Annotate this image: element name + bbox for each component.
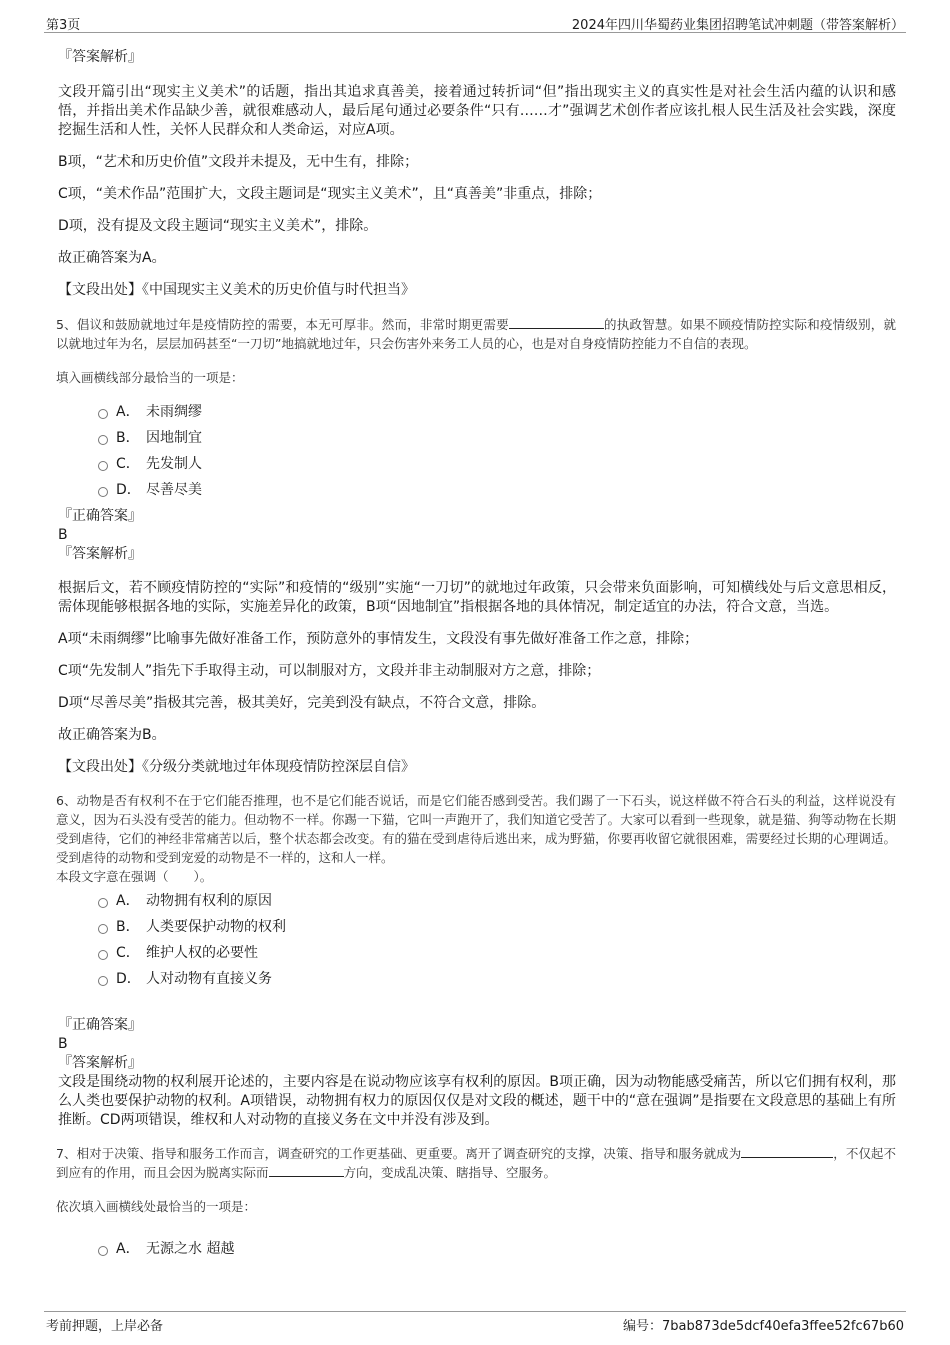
fill-blank xyxy=(741,1145,833,1158)
analysis-paragraph: D项“尽善尽美”指极其完善，极其美好，完美到没有缺点，不符合文意，排除。 xyxy=(58,695,546,711)
analysis-paragraph: 文段开篇引出“现实主义美术”的话题，指出其追求真善美，接着通过转折词“但”指出现实主义的真实性是对社会生活内蕴的认识和感悟，并指出美术作品缺少善，就很难感动人，最后尾句通过必要条件“只有……才”强调艺术创作者应该扎根人民生活及社会实践，深度挖掘生活和人性，关怀人民群众和人类命运，对应A项。 xyxy=(58,84,896,138)
radio-button[interactable] xyxy=(98,435,108,445)
option-d[interactable]: D． 尽善尽美 xyxy=(98,477,896,503)
passage-source: 【文段出处】《分级分类就地过年体现疫情防控深层自信》 xyxy=(58,759,415,775)
passage-source: 【文段出处】《中国现实主义美术的历史价值与时代担当》 xyxy=(58,282,415,298)
question-7-stem: 7、相对于决策、指导和服务工作而言，调查研究的工作更基础、更重要。离开了调查研究的支撑，决策、指导和服务就成为 ，不仅起不到应有的作用，而且会因为脱离实际而 方向，变成乱决策、瞎指导、空服务。 xyxy=(56,1146,896,1180)
radio-button[interactable] xyxy=(98,461,108,471)
analysis-conclusion: 故正确答案为A。 xyxy=(58,250,166,266)
option-a[interactable]: A． 无源之水 超越 xyxy=(98,1236,896,1262)
analysis-paragraph: 文段是围绕动物的权利展开论述的，主要内容是在说动物应该享有权利的原因。B项正确，因为动物能感受痛苦，所以它们拥有权利，那么人类也要保护动物的权利。A项错误，动物拥有权力的原因仅仅是对文段的概述，题干中的“意在强调”是指要在文段意思的基础上有所推断。CD两项错误，维权和人对动物的直接义务在文中并没有涉及到。 xyxy=(58,1074,896,1128)
question-6-stem: 6、动物是否有权利不在于它们能否推理，也不是它们能否说话，而是它们能否感到受苦。我们踢了一下石头，说这样做不符合石头的利益，这样说没有意义，因为石头没有受苦的能力。但动物不一样。你踢一下猫，它叫一声跑开了，我们知道它受苦了。大家可以看到一些现象，就是猫、狗等动物在长期受到虐待，它们的神经非常痛苦以后，整个状态都会改变。有的猫在受到虐待后逃出来，成为野猫，你要再收留它就很困难，需要经过长期的心理调适。受到虐待的动物和受到宠爱的动物是不一样的，这和人一样。 xyxy=(56,793,896,865)
page-number: 第3页 xyxy=(46,18,81,33)
radio-button[interactable] xyxy=(98,924,108,934)
radio-button[interactable] xyxy=(98,409,108,419)
question-6-prompt: 本段文字意在强调（ ）。 xyxy=(56,869,213,884)
correct-answer: B xyxy=(58,527,68,543)
footer-slogan: 考前押题，上岸必备 xyxy=(46,1319,164,1334)
answer-analysis-label: 『答案解析』 xyxy=(58,49,142,65)
radio-button[interactable] xyxy=(98,950,108,960)
correct-answer-label: 『正确答案』 xyxy=(58,508,142,524)
question-7-options xyxy=(98,1236,896,1262)
document-code: 编号：7bab873de5dcf40efa3ffee52fc67b60 xyxy=(623,1319,904,1334)
question-5-options xyxy=(98,399,896,503)
radio-button[interactable] xyxy=(98,1246,108,1256)
option-a[interactable]: A． 动物拥有权利的原因 xyxy=(98,888,896,914)
analysis-paragraph: A项“未雨绸缪”比喻事先做好准备工作，预防意外的事情发生，文段没有事先做好准备工作之意，排除； xyxy=(58,631,699,647)
option-a[interactable]: A． 未雨绸缪 xyxy=(98,399,896,425)
option-d[interactable]: D． 人对动物有直接义务 xyxy=(98,966,896,992)
radio-button[interactable] xyxy=(98,487,108,497)
option-c[interactable]: C． 维护人权的必要性 xyxy=(98,940,896,966)
answer-analysis-label: 『答案解析』 xyxy=(58,546,142,562)
fill-blank xyxy=(509,316,604,329)
correct-answer: B xyxy=(58,1036,68,1052)
analysis-paragraph: C项“先发制人”指先下手取得主动，可以制服对方，文段并非主动制服对方之意，排除； xyxy=(58,663,601,679)
page-footer xyxy=(44,1311,906,1334)
question-7-prompt: 依次填入画横线处最恰当的一项是： xyxy=(56,1199,257,1214)
option-b[interactable]: B． 因地制宜 xyxy=(98,425,896,451)
option-b[interactable]: B． 人类要保护动物的权利 xyxy=(98,914,896,940)
question-6-options xyxy=(98,888,896,992)
question-5-stem: 5、倡议和鼓励就地过年是疫情防控的需要，本无可厚非。然而，非常时期更需要 的执政智慧。如果不顾疫情防控实际和疫情级别，就以就地过年为名，层层加码甚至“一刀切”地搞就地过年，只会伤害外来务工人员的心，也是对自身疫情防控能力不自信的表现。 xyxy=(56,317,896,351)
page-content xyxy=(56,44,896,1262)
answer-analysis-label: 『答案解析』 xyxy=(58,1055,142,1071)
radio-button[interactable] xyxy=(98,976,108,986)
radio-button[interactable] xyxy=(98,898,108,908)
correct-answer-label: 『正确答案』 xyxy=(58,1017,142,1033)
analysis-conclusion: 故正确答案为B。 xyxy=(58,727,166,743)
analysis-paragraph: B项，“艺术和历史价值”文段并未提及，无中生有，排除； xyxy=(58,154,419,170)
page-header xyxy=(44,12,906,33)
analysis-paragraph: 根据后文，若不顾疫情防控的“实际”和疫情的“级别”实施“一刀切”的就地过年政策，只会带来负面影响，可知横线处与后文意思相反，需体现能够根据各地的实际，实施差异化的政策，B项“因地制宜”指根据各地的具体情况，制定适宜的办法，符合文意，当选。 xyxy=(58,580,896,615)
document-title: 2024年四川华蜀药业集团招聘笔试冲刺题（带答案解析） xyxy=(571,18,904,33)
fill-blank xyxy=(269,1164,344,1177)
analysis-paragraph: C项，“美术作品”范围扩大，文段主题词是“现实主义美术”，且“真善美”非重点，排除； xyxy=(58,186,602,202)
option-c[interactable]: C． 先发制人 xyxy=(98,451,896,477)
analysis-paragraph: D项，没有提及文段主题词“现实主义美术”，排除。 xyxy=(58,218,378,234)
question-5-prompt: 填入画横线部分最恰当的一项是： xyxy=(56,370,244,385)
